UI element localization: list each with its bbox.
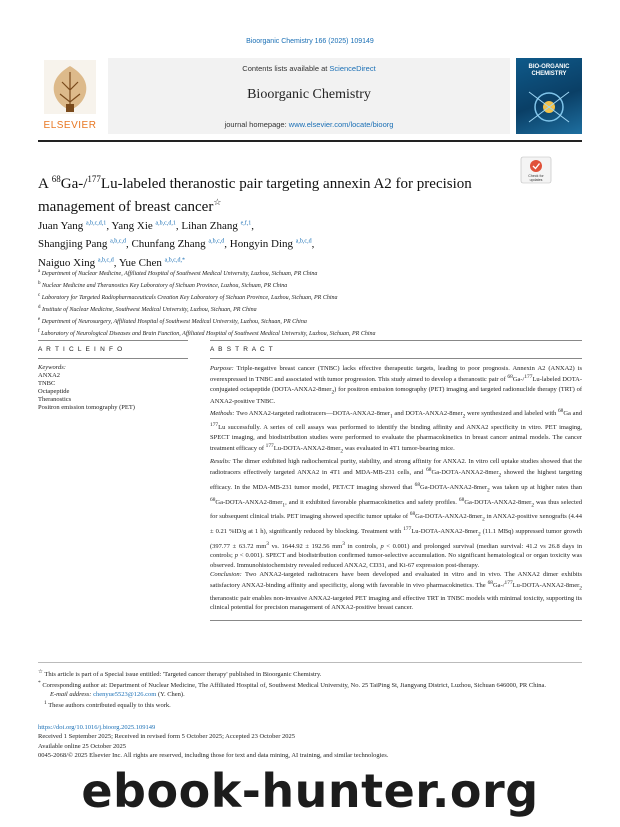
author-separator: , xyxy=(175,219,182,232)
affiliation-letter: d xyxy=(38,305,41,310)
purpose-text-3: Lu-labeled DOTA-conjugated octapeptide (DOTA-ANXA2-8mer xyxy=(210,376,582,393)
article-title xyxy=(38,170,508,216)
conclusion-label: Conclusion: xyxy=(210,570,242,578)
conclusion-mass-1: 68 xyxy=(487,580,493,587)
author-list xyxy=(38,215,508,271)
keyword-item: Octapeptide xyxy=(38,388,70,395)
check-for-updates-badge[interactable] xyxy=(520,156,552,184)
journal-cover-image xyxy=(516,58,582,134)
author-affiliation-marks: e,f,1 xyxy=(240,220,252,226)
conclusion-text-1: Two ANXA2-targeted radiotracers have been developed and evaluated in vitro and in vivo. The ANXA2 dimer exhibits satisfactory ANXA2-binding affinity and specificity, along with favorable in vivo pharmacokinetics. The xyxy=(210,570,582,590)
results-mass-1: 68 xyxy=(426,467,432,474)
footnote-star-text: This article is part of a Special issue entitled: 'Targeted cancer therapy' published in Bioorganic Chemistry. xyxy=(42,671,322,679)
author-item[interactable] xyxy=(111,220,181,232)
author-affiliation-marks: a,b,c,d xyxy=(110,238,126,245)
affiliation-item xyxy=(38,279,582,291)
author-separator: , xyxy=(125,238,132,251)
check-updates-label: Check for updates xyxy=(528,174,544,183)
affiliation-item xyxy=(38,267,582,279)
watermark-text: ebook-hunter.org xyxy=(81,764,539,818)
affiliation-item xyxy=(38,291,582,303)
author-affiliation-marks: a,b,c,d,1 xyxy=(155,220,176,226)
affiliation-letter: b xyxy=(38,281,41,286)
affiliation-text: Nuclear Medicine and Theranostics Key Laboratory of Sichuan Province, Luzhou, Sichuan, PR China xyxy=(42,283,288,289)
article-info-heading: A R T I C L E I N F O xyxy=(38,346,124,353)
contents-prefix: Contents lists available at xyxy=(242,64,330,73)
author-affiliation-marks: a,b,c,d,1 xyxy=(85,220,107,226)
results-text-14: vs. 1644.92 ± 192.56 mm xyxy=(268,543,343,551)
results-text-1: The dimer exhibited high radiochemical purity, stability, and strong affinity for ANXA2. In vitro cell uptake studies showed that the radiotracers effectively targeted ANXA2 in 4T1 and MDA-MB-231 cells, and xyxy=(210,457,582,477)
author-separator: , xyxy=(106,219,112,232)
copyright-line: 0045-2068/© 2025 Elsevier Inc. All rights are reserved, including those for text and data mining, AI training, and similar technologies. xyxy=(38,751,389,759)
results-text-7: , and it exhibited favorable pharmacokinetics and safety profiles. xyxy=(285,498,459,506)
affiliation-letter: c xyxy=(38,293,41,298)
results-text-17: < 0.001). SPECT and biodistribution confirmed tumor-selective accumulation. No significant hematological or organ toxicity was observed. Immunohistochemistry revealed reduced ANXA2, CD31, and Ki-67 expression post-therapy. xyxy=(210,552,583,569)
article-dates xyxy=(38,723,582,760)
journal-reference[interactable]: Bioorganic Chemistry 166 (2025) 109149 xyxy=(246,38,374,45)
title-isotope-mass-1: 68 xyxy=(51,174,61,184)
footnote-rule xyxy=(38,662,582,663)
results-mass-5: 68 xyxy=(409,511,416,518)
conclusion-text-2: Ga-/ xyxy=(492,582,505,590)
footnotes xyxy=(38,668,582,710)
methods-text-6: Lu-DOTA-ANXA2-8mer xyxy=(273,445,341,453)
affiliation-text: Laboratory of Neurological Diseases and Brain Function, Affiliated Hospital of Southwest Medical University, Luzhou, Sichuan, PR China xyxy=(41,331,376,337)
methods-text-5: Lu successfully. A series of cell assays was performed to identify the binding affinity and ANXA2 specificity in vitro. PET imaging, SPECT imaging, and biodistribution studies were performed to evaluate the pharmacokinetics in breast cancer animal models. The cancer treatment efficacy of xyxy=(210,424,582,453)
results-text-2: Ga-DOTA-ANXA2-8mer xyxy=(431,469,499,477)
methods-mass-3: 177 xyxy=(265,443,274,450)
footnote-email xyxy=(38,690,582,699)
author-affiliation-marks: a,b,c,d xyxy=(295,238,312,245)
affiliation-text: Department of Neurosurgery, Affiliated Hospital of Southwest Medical University, Luzhou, Sichuan, PR China xyxy=(41,319,307,325)
abstract-conclusion xyxy=(210,570,582,613)
results-sub-6: 2 xyxy=(477,531,481,538)
results-sub-2: 2 xyxy=(487,487,490,494)
author-item[interactable] xyxy=(230,238,315,250)
abstract-purpose xyxy=(210,364,582,407)
author-name: Naiguo Xing xyxy=(38,256,96,269)
results-p-1: p xyxy=(380,543,384,551)
purpose-text-1: Triple-negative breast cancer (TNBC) lacks effective therapeutic targets, leading to poor prognosis. Annexin A2 (ANXA2) is overexpressed in TNBC and associated with tumor progression. This study aimed to develop a theranostic pair of xyxy=(210,365,582,384)
purpose-text-2: Ga-/ xyxy=(512,376,525,384)
homepage-line xyxy=(108,120,510,129)
purpose-sub-1: 2 xyxy=(331,389,335,396)
footnote-equal xyxy=(38,699,582,710)
footnote-star-mark: ☆ xyxy=(38,669,43,675)
sciencedirect-link[interactable]: ScienceDirect xyxy=(329,64,376,73)
conclusion-mass-2: 177 xyxy=(504,580,513,587)
elsevier-wordmark: ELSEVIER xyxy=(43,120,97,131)
journal-banner xyxy=(108,58,510,134)
title-prefix: A xyxy=(38,176,52,192)
author-name: Lihan Zhang xyxy=(181,219,238,232)
results-text-12: Lu-DOTA-ANXA2-8mer xyxy=(411,528,478,536)
keyword-item: TNBC xyxy=(38,380,56,387)
results-p-2: p xyxy=(234,552,238,560)
abstract-bottom-rule xyxy=(210,620,582,621)
email-label: E-mail address: xyxy=(50,691,94,699)
affiliation-text: Department of Nuclear Medicine, Affiliated Hospital of Southwest Medical University, Luzhou, Sichuan, PR China xyxy=(41,271,318,277)
author-separator: , xyxy=(224,238,230,251)
methods-sub-1: 1 xyxy=(389,413,393,420)
doi-link[interactable]: https://doi.org/10.1016/j.bioorg.2025.109149 xyxy=(38,724,156,731)
title-isotope-mass-2: 177 xyxy=(87,174,101,184)
methods-text-2: and DOTA-ANXA2-8mer xyxy=(392,409,463,417)
cover-title: BIO-ORGANIC CHEMISTRY xyxy=(528,64,570,77)
results-text-8: Ga-DOTA-ANXA2-8mer xyxy=(464,498,532,506)
results-text-13: (11.1 MBq) suppressed tumor growth (397.77 ± 63.72 mm xyxy=(210,528,583,551)
affiliation-letter: e xyxy=(38,317,41,322)
results-text-10: Ga-DOTA-ANXA2-8mer xyxy=(415,513,483,521)
methods-sub-2: 2 xyxy=(462,413,466,420)
abstract-results xyxy=(210,457,582,570)
available-online: Available online 25 October 2025 xyxy=(38,742,126,750)
keyword-item: Theranostics xyxy=(38,396,72,403)
keywords-block xyxy=(38,364,188,412)
results-text-11: in ANXA2-positive xenografts (4.44 ± 0.21 %ID/g at 1 h), significantly reduced by blocking. Treatment with xyxy=(210,513,582,536)
footnote-corresponding xyxy=(38,679,582,690)
homepage-link[interactable]: www.elsevier.com/locate/bioorg xyxy=(288,120,394,129)
footnote-star xyxy=(38,668,582,679)
results-mass-2: 68 xyxy=(414,481,421,488)
methods-text-7: was evaluated in 4T1 tumor-bearing mice. xyxy=(343,445,455,453)
results-mass-4: 68 xyxy=(458,496,465,503)
results-pow-2: 3 xyxy=(342,540,345,547)
methods-text-4: Ga and xyxy=(563,409,582,417)
results-sub-4: 2 xyxy=(531,502,535,509)
author-name: Chunfang Zhang xyxy=(131,238,206,251)
results-text-15: in controls, xyxy=(344,543,381,551)
contents-line xyxy=(108,64,510,73)
affiliation-list xyxy=(38,267,582,339)
author-item[interactable] xyxy=(181,220,254,232)
author-item[interactable] xyxy=(131,238,229,250)
footnote-equal-mark: 1 xyxy=(44,700,47,707)
affiliation-text: Institute of Nuclear Medicine, Southwest Medical University, Luzhou, Sichuan, PR China xyxy=(42,307,257,313)
homepage-prefix: journal homepage: xyxy=(224,120,289,129)
affiliation-item xyxy=(38,303,582,315)
author-name: Yang Xie xyxy=(111,219,153,232)
purpose-mass-2: 177 xyxy=(524,374,533,381)
footnote-corr-mark: * xyxy=(38,680,41,687)
keywords-label: Keywords: xyxy=(38,364,66,371)
purpose-text-4: ) for positron emission tomography (PET) imaging and targeted radionuclide therapy (TRT) of ANXA2-positive TNBC. xyxy=(210,385,582,406)
author-name: Yue Chen xyxy=(118,256,162,269)
received-dates: Received 1 September 2025; Received in revised form 5 October 2025; Accepted 23 October 2025 xyxy=(38,733,296,741)
author-separator: , xyxy=(113,256,119,269)
author-name: Juan Yang xyxy=(38,219,84,232)
author-name: Hongyin Ding xyxy=(229,238,294,251)
footnote-equal-text: These authors contributed equally to this work. xyxy=(46,702,171,710)
cover-molecule-graphic xyxy=(524,84,574,130)
email-link[interactable]: chenyue5523@126.com xyxy=(93,691,157,699)
journal-name: Bioorganic Chemistry xyxy=(247,87,371,102)
results-text-3: showed the highest targeting efficacy. In the MDA-MB-231 tumor model, PET/CT imaging showed that xyxy=(210,469,582,492)
footnote-corr-text: Corresponding author at: Department of Nuclear Medicine, The Affiliated Hospital of, Southwest Medical University, No. 25 TaiPing St, Jiangyang District, Luzhou, Sichuan 646000, PR China. xyxy=(40,682,547,690)
title-footnote-star[interactable]: ☆ xyxy=(213,197,222,207)
results-text-16: < 0.001) and prolonged survival (median survival: 41.2 vs 26.8 days in controls; xyxy=(210,543,582,560)
author-name: Shangjing Pang xyxy=(38,238,108,251)
methods-mass-2: 177 xyxy=(210,422,219,429)
abstract-rule xyxy=(210,340,582,341)
author-affiliation-marks: a,b,c,d xyxy=(208,238,225,245)
article-info-rule xyxy=(38,340,188,341)
title-rest: Lu-labeled theranostic pair targeting annexin A2 for precision management of breast cancer xyxy=(38,176,472,215)
purpose-label: Purpose: xyxy=(210,365,234,372)
methods-text-1: Two ANXA2-targeted radiotracers—DOTA-ANXA2-8mer xyxy=(234,409,390,417)
elsevier-logo xyxy=(38,58,102,134)
header-rule xyxy=(38,140,582,142)
keywords-list xyxy=(38,372,188,412)
results-text-4: Ga-DOTA-ANXA2-8mer xyxy=(420,484,488,492)
results-text-5: was taken up at higher rates than xyxy=(489,484,582,492)
abstract-body xyxy=(210,364,582,613)
keyword-item: Positron emission tomography (PET) xyxy=(38,404,135,411)
results-label: Results: xyxy=(210,457,231,465)
methods-sub-3: 2 xyxy=(340,448,344,455)
methods-label: Methods: xyxy=(210,409,235,417)
author-separator: , xyxy=(311,238,315,251)
abstract-rule-2 xyxy=(210,358,582,359)
conclusion-text-3: Lu-DOTA-ANXA2-8mer xyxy=(512,582,580,590)
author-item[interactable] xyxy=(38,238,131,250)
results-sub-3: 1 xyxy=(282,502,286,509)
results-text-6: Ga-DOTA-ANXA2-8mer xyxy=(215,498,283,506)
results-sub-5: 2 xyxy=(482,516,485,523)
abstract-heading: A B S T R A C T xyxy=(210,346,274,353)
author-separator: , xyxy=(251,219,255,232)
conclusion-sub-1: 2 xyxy=(579,585,582,592)
keyword-item: ANXA2 xyxy=(38,372,61,379)
affiliation-text: Laboratory for Targeted Radiopharmaceuticals Creation Key Laboratory of Sichuan Province, Luzhou, Sichuan, PR China xyxy=(41,295,338,301)
article-info-rule-2 xyxy=(38,358,188,359)
results-sub-1: 2 xyxy=(498,472,502,479)
affiliation-item xyxy=(38,327,582,339)
email-suffix: (Y. Chen). xyxy=(156,691,185,699)
results-mass-6: 177 xyxy=(403,526,412,533)
author-affiliation-marks: a,b,c,d xyxy=(97,257,114,264)
affiliation-letter: a xyxy=(38,269,41,274)
author-item[interactable] xyxy=(38,220,111,232)
results-text-9: was thus selected for subsequent clinical trials. PET imaging showed specific tumor uptake of xyxy=(210,498,582,521)
title-isotope-1: Ga-/ xyxy=(60,176,88,192)
author-affiliation-marks: a,b,c,d,* xyxy=(164,257,185,264)
results-mass-3: 68 xyxy=(210,496,216,503)
results-pow-1: 3 xyxy=(266,540,269,547)
methods-text-3: were synthesized and labeled with xyxy=(465,409,558,417)
methods-mass-1: 68 xyxy=(557,407,564,414)
abstract-methods xyxy=(210,407,582,457)
conclusion-text-4: theranostic pair enables non-invasive ANXA2-targeted PET imaging and effective TRT in TNBC models with minimal toxicity, supporting its clinical potential for precision management of ANXA2-positive breast cancer. xyxy=(210,595,582,612)
affiliation-item xyxy=(38,315,582,327)
affiliation-letter: f xyxy=(38,329,40,334)
purpose-mass-1: 68 xyxy=(507,374,513,381)
